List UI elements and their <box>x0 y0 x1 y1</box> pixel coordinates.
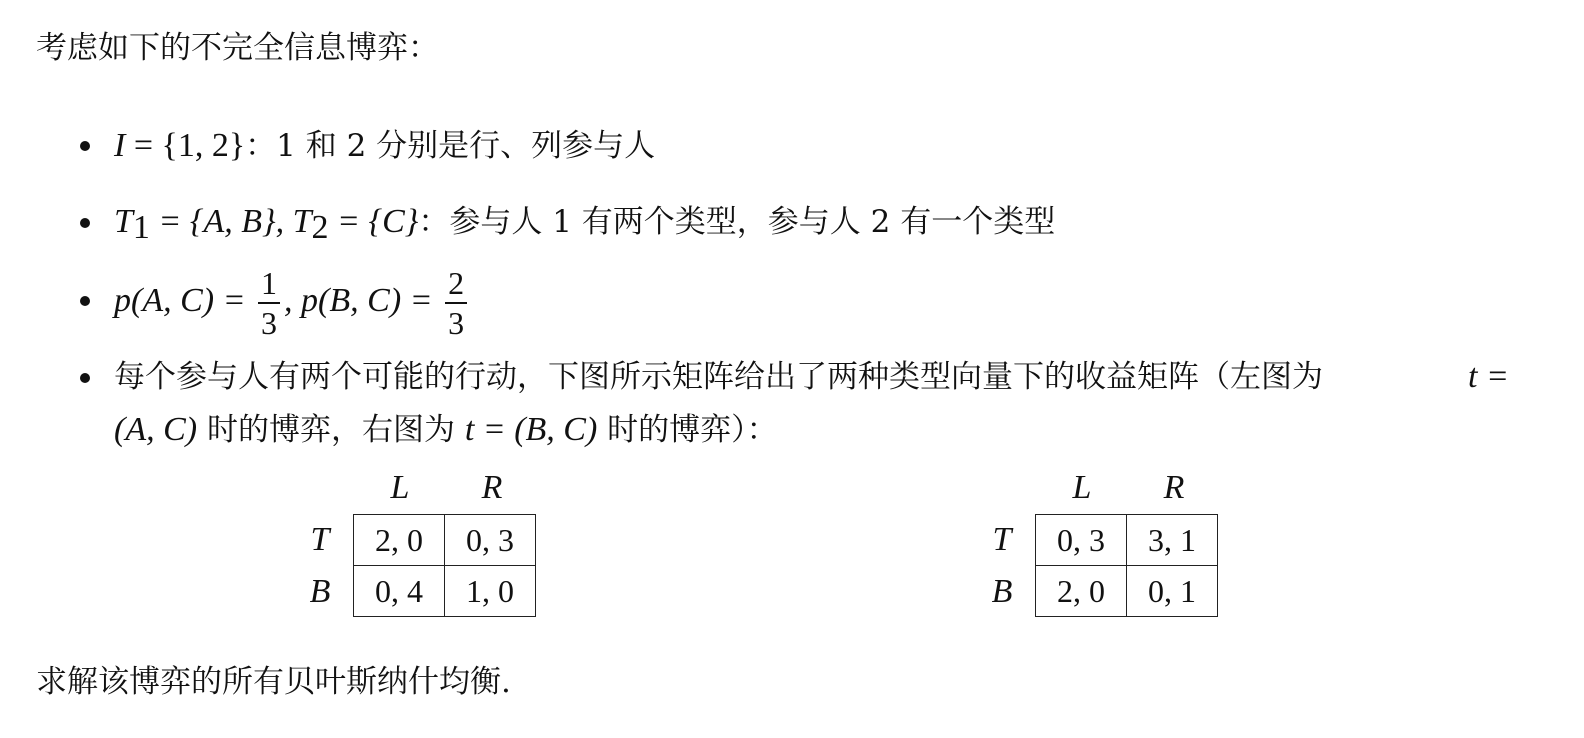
column-label-R: R <box>1163 469 1185 506</box>
item-types <box>114 202 1056 246</box>
table-row <box>354 566 536 617</box>
payoff-cell: 0, 4 <box>354 566 445 617</box>
row-label-B: B <box>309 573 331 610</box>
fraction-numerator: 1 <box>261 264 278 301</box>
math-T1-set: = {A, B}, <box>149 203 293 240</box>
fraction-denominator: 3 <box>261 304 278 341</box>
math-T2-sub: 2 <box>311 209 329 246</box>
payoff-cell: 0, 1 <box>1127 566 1218 617</box>
math-p-AC: p(A, C) = <box>114 282 255 319</box>
payoff-cell: 0, 3 <box>1036 515 1127 566</box>
math-T1-sub: 1 <box>132 209 150 246</box>
item-actions-line1 <box>114 357 1323 397</box>
bullet-2 <box>80 218 90 228</box>
column-label-L: L <box>390 469 410 506</box>
math-p-BC: p(B, C) = <box>301 282 442 319</box>
bullet-1 <box>80 141 90 151</box>
math-t-eq: t = <box>1468 358 1509 395</box>
payoff-table <box>1035 514 1218 617</box>
item-players-text: ：1 和 2 分别是行、列参与人 <box>245 128 656 164</box>
payoff-cell: 0, 3 <box>445 515 536 566</box>
bullet-4 <box>80 373 90 383</box>
payoff-cell: 2, 0 <box>1036 566 1127 617</box>
payoff-cell: 2, 0 <box>354 515 445 566</box>
column-label-L: L <box>1072 469 1092 506</box>
row-label-T: T <box>310 521 330 558</box>
question-text: 求解该博弈的所有贝叶斯纳什均衡. <box>36 664 511 700</box>
math-I-set: = {1, 2} <box>125 127 246 164</box>
fraction-numerator: 2 <box>448 264 465 301</box>
fraction-two-thirds <box>445 266 467 340</box>
math-T1: T <box>114 203 133 240</box>
math-I: I <box>114 127 126 164</box>
column-label-R: R <box>481 469 503 506</box>
math-t-BC: t = (B, C) <box>464 411 598 448</box>
fraction-denominator: 3 <box>448 304 465 341</box>
row-label-B: B <box>991 573 1013 610</box>
table-row <box>1036 515 1218 566</box>
payoff-cell: 3, 1 <box>1127 515 1218 566</box>
item-actions-text: 每个参与人有两个可能的行动，下图所示矩阵给出了两种类型向量下的收益矩阵（左图为 <box>114 359 1323 395</box>
fraction-one-third <box>258 266 280 340</box>
item-probabilities <box>114 262 471 340</box>
math-T2-set: = {C} <box>328 203 419 240</box>
item-actions-t-eq <box>1468 357 1509 397</box>
row-label-T: T <box>992 521 1012 558</box>
math-separator: , <box>284 282 302 319</box>
math-AC: (A, C) <box>114 411 198 448</box>
line2-text-2: 时的博弈）： <box>597 412 778 448</box>
item-types-text: ：参与人 1 有两个类型，参与人 2 有一个类型 <box>418 204 1056 240</box>
math-T2: T <box>292 203 312 240</box>
item-actions-line2 <box>114 410 778 450</box>
intro-text: 考虑如下的不完全信息博弈： <box>36 30 439 66</box>
line2-text-1: 时的博弈，右图为 <box>197 412 465 448</box>
bullet-3 <box>80 296 90 306</box>
table-row <box>354 515 536 566</box>
table-row <box>1036 566 1218 617</box>
payoff-cell: 1, 0 <box>445 566 536 617</box>
item-players <box>114 126 655 166</box>
payoff-table <box>353 514 536 617</box>
